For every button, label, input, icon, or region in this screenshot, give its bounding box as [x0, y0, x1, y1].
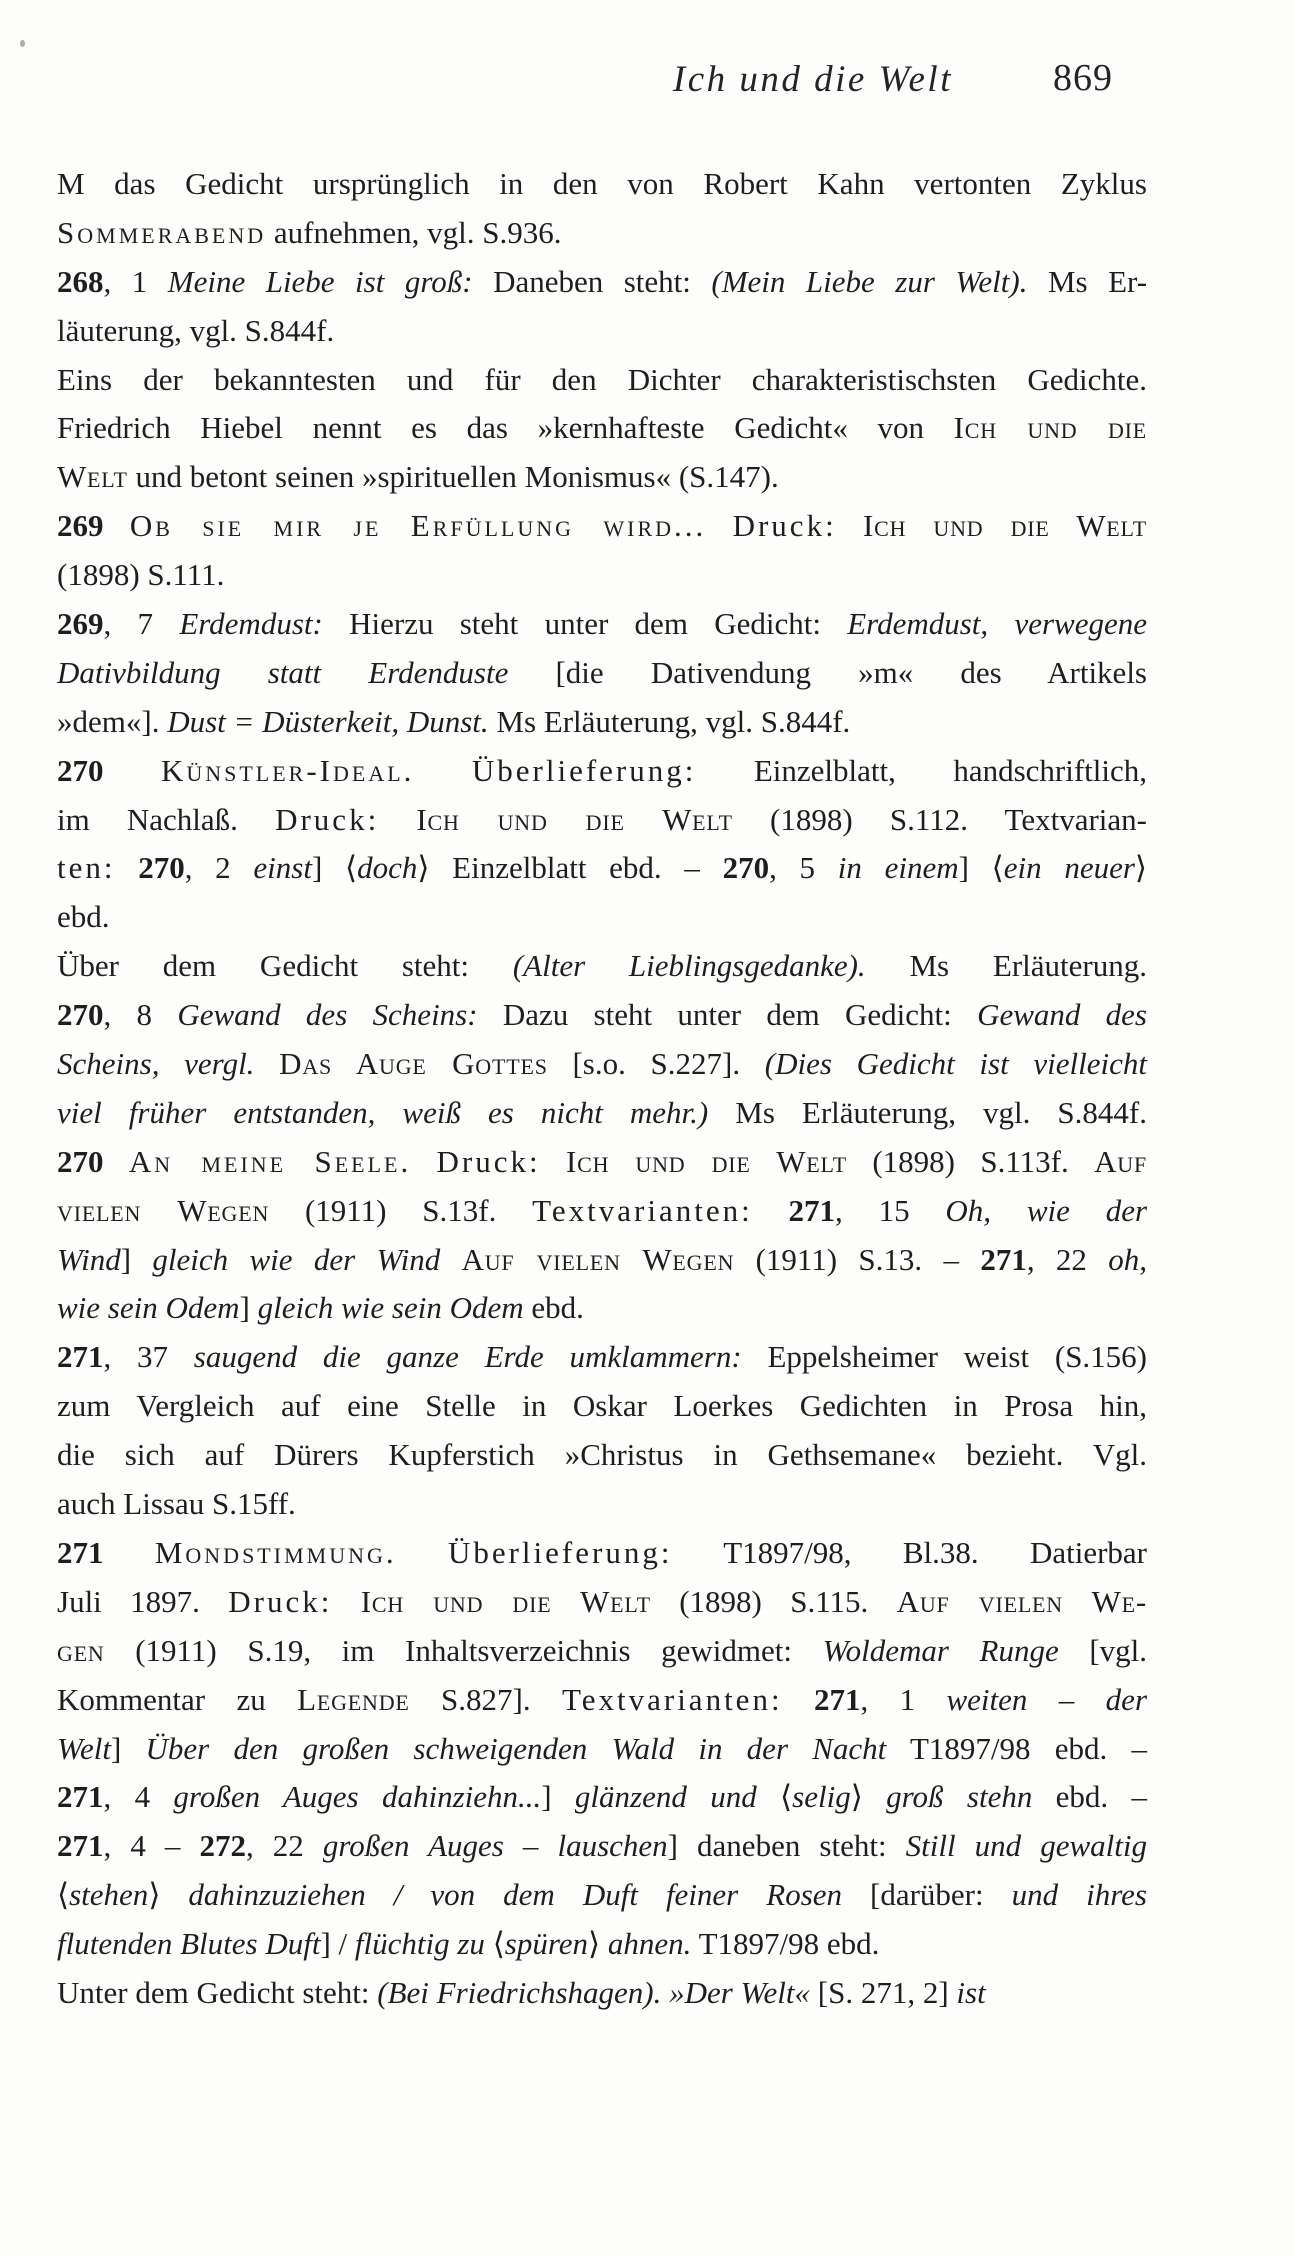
text-segment: 270	[138, 850, 185, 886]
text-segment: , 37	[103, 1339, 194, 1375]
text-segment: ] ⟨	[958, 850, 1004, 886]
text-segment: dahinzuziehen / von dem Duft feiner Rosen	[188, 1877, 843, 1913]
text-segment: stehen	[69, 1877, 149, 1913]
text-segment: Ich und die Welt	[360, 1583, 651, 1619]
text-segment: ebd. –	[1032, 1779, 1148, 1815]
text-segment: Mondstimmung.	[154, 1534, 397, 1570]
text-line	[57, 1284, 1147, 1333]
page-number: 869	[1053, 57, 1113, 99]
text-segment: viel früher entstanden, weiß es nicht mehr.)	[57, 1094, 709, 1130]
text-segment: [s.o. S.227].	[547, 1046, 765, 1082]
text-segment: glänzend und	[574, 1779, 757, 1815]
text-segment	[411, 1144, 436, 1179]
text-line	[57, 1333, 1147, 1382]
text-segment: 271	[788, 1192, 836, 1228]
text-segment: Still und gewaltig	[905, 1828, 1148, 1864]
text-segment: oh,	[1108, 1241, 1147, 1277]
text-segment: , 22	[1026, 1241, 1109, 1277]
text-segment: M das Gedicht ursprünglich in den von Robert Kahn vertonten Zyklus	[57, 166, 1147, 201]
text-segment	[397, 1535, 448, 1570]
text-segment: Ms Erläuterung, vgl. S.844f.	[708, 1094, 1147, 1130]
text-segment: Einzelblatt, handschriftlich,	[696, 752, 1148, 788]
text-segment: 270	[57, 997, 104, 1033]
text-segment: ebd.	[523, 1290, 584, 1326]
text-segment	[837, 508, 863, 543]
text-segment: gen	[57, 1632, 105, 1668]
text-segment	[753, 1193, 789, 1228]
text-segment: Künstler-Ideal.	[160, 752, 415, 788]
text-line	[57, 698, 1147, 747]
text-segment: S.827].	[409, 1681, 562, 1717]
text-segment: ] ⟨	[311, 850, 358, 886]
text-segment: [S. 271, 2]	[810, 1974, 957, 2010]
text-line	[57, 209, 1147, 258]
scan-speck	[20, 40, 25, 47]
text-segment: , 8	[103, 997, 178, 1033]
text-segment: Kommentar zu	[57, 1681, 298, 1717]
text-segment: Dazu steht unter dem Gedicht:	[477, 997, 978, 1033]
text-segment: [vgl.	[1058, 1632, 1148, 1668]
text-segment: vielen Wegen	[57, 1192, 270, 1228]
text-segment: 271	[57, 1828, 104, 1864]
text-segment: Legende	[297, 1681, 410, 1717]
text-segment: 269	[57, 508, 104, 544]
text-segment: einst	[253, 850, 312, 886]
text-segment: Auf vielen We-	[896, 1583, 1148, 1619]
text-segment: Oh, wie der	[945, 1192, 1148, 1228]
text-segment: die sich auf Dürers Kupferstich »Christus in Gethsemane« bezieht. Vgl.	[57, 1437, 1147, 1473]
text-segment: , 4	[103, 1779, 174, 1815]
text-segment: in einem	[837, 850, 959, 886]
running-header-title: Ich und die Welt	[672, 59, 953, 100]
text-segment: 271	[980, 1241, 1027, 1277]
text-segment: (1898) S.113f.	[847, 1143, 1095, 1179]
text-line	[57, 1969, 1147, 2018]
text-segment: Friedrich Hiebel nennt es das »kernhafteste Gedicht« von	[57, 410, 954, 446]
text-segment: [die Dativendung »m« des Artikels	[508, 654, 1147, 690]
text-segment: ⟩	[588, 1926, 608, 1962]
text-segment: , 4 –	[103, 1828, 200, 1864]
text-segment: ]	[110, 1730, 146, 1766]
text-segment: Welt	[57, 459, 128, 495]
text-segment: , 5	[769, 850, 838, 886]
text-segment: aufnehmen, vgl. S.936.	[266, 214, 562, 250]
text-segment	[116, 850, 139, 885]
text-segment: (1898) S.111.	[57, 557, 225, 593]
text-segment: , 1	[860, 1681, 947, 1717]
text-segment: Erdemdust, verwegene	[847, 606, 1147, 642]
text-segment: ten:	[57, 850, 116, 886]
text-line	[57, 600, 1147, 649]
text-line	[57, 1871, 1147, 1920]
text-segment: ⟨	[57, 1877, 70, 1913]
text-line	[57, 1529, 1147, 1578]
text-segment: weiten – der	[946, 1681, 1148, 1717]
text-segment: großen Auges dahinziehn...	[173, 1779, 542, 1815]
text-segment: Textvarianten:	[561, 1681, 783, 1717]
text-segment: und betont seinen »spirituellen Monismus« (S.147).	[127, 459, 779, 495]
text-segment: Überlieferung:	[447, 1534, 673, 1570]
text-line	[57, 844, 1147, 893]
text-line	[57, 1725, 1147, 1774]
text-segment	[706, 508, 732, 543]
text-line	[57, 1040, 1147, 1089]
text-line	[57, 1187, 1147, 1236]
text-segment: flüchtig zu	[354, 1926, 485, 1962]
text-segment: (1898) S.112. Textvarian-	[732, 801, 1147, 837]
text-line	[57, 1920, 1147, 1969]
text-segment	[254, 1046, 279, 1081]
text-segment	[332, 1584, 360, 1619]
text-segment: Ich und die	[953, 410, 1147, 446]
text-segment: läuterung, vgl. S.844f.	[57, 312, 335, 348]
text-segment: T1897/98 ebd. –	[886, 1730, 1148, 1766]
text-segment: Ob sie mir je Erfüllung wird...	[129, 508, 707, 544]
text-segment: Daneben steht:	[472, 263, 712, 299]
text-segment: (Bei Friedrichshagen).	[377, 1974, 662, 2010]
text-segment: Textvarianten:	[532, 1192, 753, 1228]
text-line	[57, 356, 1147, 405]
text-segment: ⟨	[484, 1926, 505, 1962]
text-segment: im Nachlaß.	[57, 801, 276, 837]
text-segment: Woldemar Runge	[822, 1632, 1059, 1668]
text-segment: (Mein Liebe zur Welt).	[711, 263, 1028, 299]
text-segment: gleich wie sein Odem	[257, 1290, 524, 1326]
text-segment: Gewand des	[977, 997, 1147, 1033]
text-block	[57, 160, 1147, 2018]
text-segment: Überlieferung:	[471, 752, 697, 788]
text-segment: Ms Erläuterung, vgl. S.844f.	[488, 703, 851, 739]
text-segment	[541, 1144, 566, 1179]
text-segment: Druck:	[228, 1583, 333, 1619]
text-segment: wie sein Odem	[57, 1290, 240, 1326]
text-segment: doch	[357, 850, 418, 886]
text-segment: , 2	[184, 850, 254, 886]
text-segment: groß stehn	[886, 1779, 1033, 1815]
text-line	[57, 1236, 1147, 1285]
text-line	[57, 649, 1147, 698]
text-segment: Juli 1897.	[57, 1583, 229, 1619]
text-segment: Wind	[57, 1241, 121, 1277]
text-segment: ⟩	[148, 1877, 189, 1913]
text-line	[57, 991, 1147, 1040]
text-segment	[661, 1975, 669, 2010]
text-segment: 271	[57, 1339, 104, 1375]
text-line	[57, 1431, 1147, 1480]
text-line	[57, 404, 1147, 453]
text-segment: (Alter Lieblingsgedanke).	[512, 948, 866, 984]
text-segment	[104, 1535, 155, 1570]
text-segment: 270	[57, 1143, 104, 1179]
text-segment	[104, 508, 130, 543]
text-segment: auch Lissau S.15ff.	[57, 1486, 296, 1522]
text-segment	[104, 1144, 129, 1179]
text-segment: Über den großen schweigenden Wald in der Nacht	[145, 1730, 887, 1766]
text-segment: [darüber:	[842, 1877, 1012, 1913]
text-segment: Hierzu steht unter dem Gedicht:	[322, 606, 848, 642]
text-line	[57, 942, 1147, 991]
text-segment	[379, 802, 416, 837]
text-segment: ahnen.	[607, 1926, 692, 1962]
text-segment: 271	[813, 1681, 861, 1717]
text-segment: 268	[57, 263, 104, 299]
text-segment: selig	[792, 1779, 851, 1815]
text-line	[57, 747, 1147, 796]
text-line	[57, 1089, 1147, 1138]
text-segment: Ms Erläuterung.	[865, 948, 1147, 984]
text-line	[57, 1138, 1147, 1187]
text-segment: Welt	[57, 1730, 111, 1766]
text-segment: Dativbildung statt Erdenduste	[57, 654, 509, 690]
text-segment: Dust = Düsterkeit, Dunst.	[167, 703, 489, 739]
text-segment: Unter dem Gedicht steht:	[57, 1974, 378, 2010]
text-line	[57, 893, 1147, 942]
text-segment: Erdemdust:	[179, 606, 323, 642]
text-segment: ]	[120, 1241, 153, 1277]
text-line	[57, 502, 1147, 551]
text-segment: »Der Welt«	[669, 1974, 811, 2010]
text-segment: , 1	[103, 263, 168, 299]
text-line	[57, 551, 1147, 600]
text-line	[57, 1578, 1147, 1627]
text-line	[57, 160, 1147, 209]
text-segment: ebd.	[57, 899, 110, 935]
text-segment: T1897/98, Bl.38. Datierbar	[672, 1534, 1148, 1570]
text-segment: großen Auges – lauschen	[322, 1828, 668, 1864]
text-segment: »dem«].	[57, 703, 168, 739]
text-segment: spüren	[504, 1926, 589, 1962]
text-line	[57, 258, 1147, 307]
text-segment: (Dies Gedicht ist vielleicht	[764, 1046, 1148, 1082]
text-segment: Eppelsheimer weist (S.156)	[741, 1339, 1148, 1375]
text-segment: 269	[57, 606, 104, 642]
text-segment: ⟨	[756, 1779, 793, 1815]
text-segment: saugend die ganze Erde umklammern:	[193, 1339, 742, 1375]
text-segment: Das Auge Gottes	[279, 1046, 548, 1082]
text-line	[57, 1480, 1147, 1529]
text-segment: Scheins, vergl.	[57, 1046, 255, 1082]
text-segment: Druck:	[732, 508, 837, 544]
text-segment: (1911) S.19, im Inhaltsverzeichnis gewidmet:	[104, 1632, 823, 1668]
text-segment: (1911) S.13f.	[269, 1192, 533, 1228]
text-segment: (1911) S.13. –	[734, 1241, 981, 1277]
text-segment: Gewand des Scheins:	[177, 997, 478, 1033]
text-segment: zum Vergleich auf eine Stelle in Oskar Loerkes Gedichten in Prosa hin,	[57, 1388, 1147, 1424]
text-segment: Eins der bekanntesten und für den Dichter charakteristischsten Gedichte.	[57, 361, 1147, 397]
text-segment: Ms Er-	[1027, 263, 1148, 299]
text-segment: 271	[57, 1779, 104, 1815]
text-line	[57, 453, 1147, 502]
text-segment: ]	[541, 1779, 575, 1815]
text-segment: 270	[57, 752, 104, 788]
text-segment: Sommerabend	[57, 214, 267, 250]
text-segment: Über dem Gedicht steht:	[57, 948, 513, 984]
text-segment: ⟩	[1134, 850, 1148, 886]
text-segment: ]	[239, 1290, 258, 1326]
text-segment: ⟩	[850, 1779, 887, 1815]
text-segment	[104, 753, 161, 788]
text-segment: ist	[956, 1974, 986, 2010]
text-segment	[783, 1682, 814, 1717]
text-segment: Auf	[1094, 1143, 1148, 1179]
text-segment: flutenden Blutes Duft	[57, 1926, 321, 1962]
text-line	[57, 1627, 1147, 1676]
text-segment: , 22	[245, 1828, 323, 1864]
text-segment: An meine Seele.	[128, 1143, 412, 1179]
text-segment: Ich und die Welt	[565, 1143, 848, 1179]
text-segment: , 7	[103, 606, 180, 642]
text-segment: ⟩ Einzelblatt ebd. –	[417, 850, 723, 886]
text-line	[57, 796, 1147, 845]
text-line	[57, 307, 1147, 356]
text-segment: ein neuer	[1003, 850, 1135, 886]
text-segment: Druck:	[275, 801, 380, 837]
text-segment: Auf vielen Wegen	[461, 1241, 735, 1277]
text-segment: Meine Liebe ist groß:	[167, 263, 473, 299]
text-segment: 270	[722, 850, 770, 886]
text-segment	[440, 1242, 461, 1277]
text-segment: 272	[199, 1828, 246, 1864]
text-line	[57, 1676, 1147, 1725]
text-segment: Ich und die Welt	[863, 508, 1147, 544]
text-segment: gleich wie der Wind	[152, 1241, 441, 1277]
text-segment: T1897/98 ebd.	[691, 1926, 880, 1962]
text-segment: Druck:	[436, 1143, 541, 1179]
text-line	[57, 1382, 1147, 1431]
text-segment: Ich und die Welt	[416, 801, 733, 837]
text-segment: und ihres	[1011, 1877, 1147, 1913]
text-segment: 271	[57, 1534, 104, 1570]
text-segment: , 15	[835, 1192, 946, 1228]
text-segment: ] daneben steht:	[667, 1828, 906, 1864]
text-segment: (1898) S.115.	[650, 1583, 897, 1619]
text-segment	[414, 753, 471, 788]
text-line	[57, 1773, 1147, 1822]
text-line	[57, 1822, 1147, 1871]
text-segment: ] /	[320, 1926, 355, 1962]
